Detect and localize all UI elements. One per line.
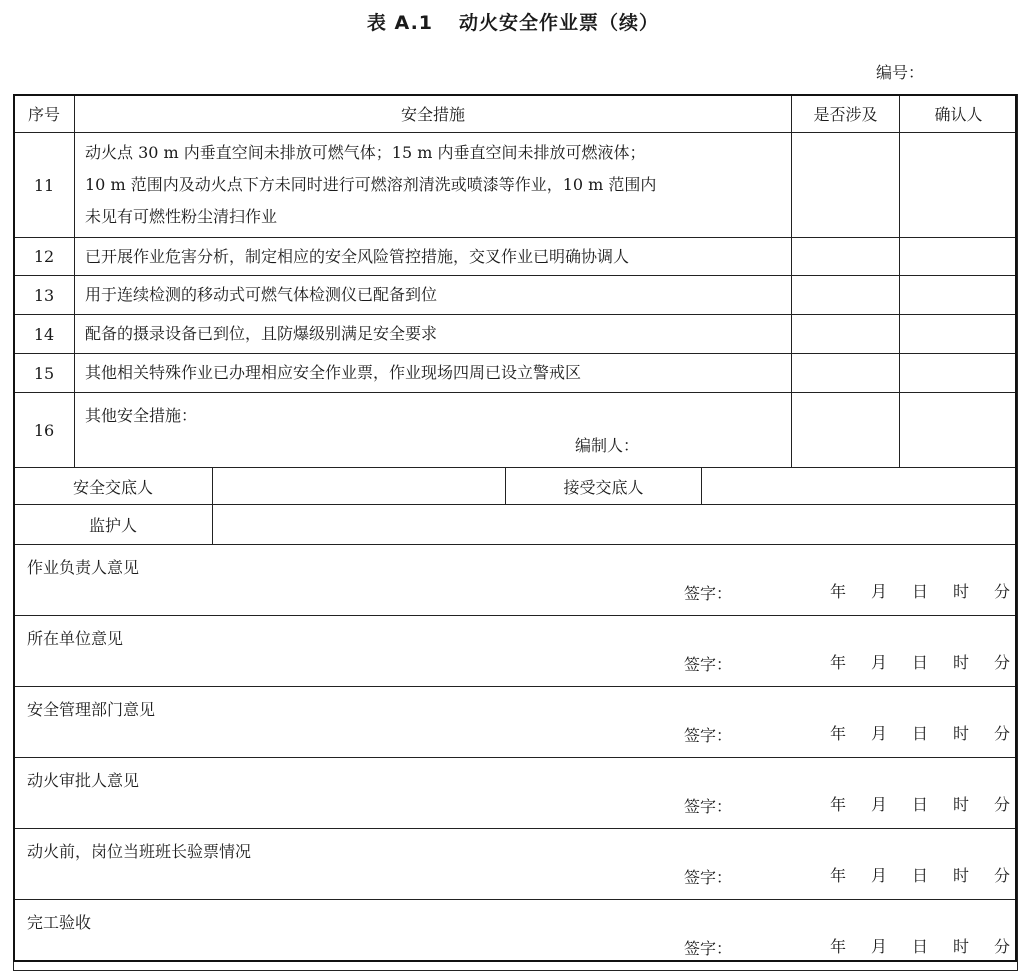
day-label: 日 bbox=[911, 866, 928, 885]
date-fields bbox=[830, 721, 1010, 744]
confirmer-cell[interactable] bbox=[900, 315, 1018, 354]
confirmer-cell[interactable] bbox=[900, 393, 1018, 468]
day-label: 日 bbox=[911, 653, 928, 672]
date-fields bbox=[830, 579, 1010, 602]
other-measures-label: 其他安全措施： bbox=[85, 406, 198, 425]
confirmer-cell[interactable] bbox=[900, 238, 1018, 276]
involved-cell[interactable] bbox=[792, 276, 900, 315]
briefer-label: 安全交底人 bbox=[14, 468, 213, 505]
day-label: 日 bbox=[911, 582, 928, 601]
month-label: 月 bbox=[870, 653, 887, 672]
opinion-cell[interactable] bbox=[14, 687, 1018, 758]
year-label: 年 bbox=[830, 653, 847, 672]
day-label: 日 bbox=[911, 937, 928, 956]
date-fields bbox=[830, 863, 1010, 886]
minute-label: 分 bbox=[993, 653, 1010, 672]
table-name: 动火安全作业票（续） bbox=[459, 12, 660, 34]
row-number: 13 bbox=[14, 276, 75, 315]
opinion-row bbox=[14, 545, 1018, 616]
measure-text: 其他相关特殊作业已办理相应安全作业票，作业现场四周已设立警戒区 bbox=[75, 354, 792, 393]
minute-label: 分 bbox=[993, 724, 1010, 743]
guardian-label: 监护人 bbox=[14, 505, 213, 545]
measure-text: 已开展作业危害分析，制定相应的安全风险管控措施，交叉作业已明确协调人 bbox=[75, 238, 792, 276]
sign-label: 签字： bbox=[684, 868, 733, 887]
involved-cell[interactable] bbox=[792, 315, 900, 354]
opinion-label: 动火前，岗位当班班长验票情况 bbox=[27, 842, 252, 861]
opinion-label: 动火审批人意见 bbox=[27, 771, 140, 790]
table-row bbox=[14, 276, 1018, 315]
opinion-cell[interactable] bbox=[14, 758, 1018, 829]
measure-text: 配备的摄录设备已到位，且防爆级别满足安全要求 bbox=[75, 315, 792, 354]
measure-line: 未见有可燃性粉尘清扫作业 bbox=[85, 207, 278, 226]
measure-text: 用于连续检测的移动式可燃气体检测仪已配备到位 bbox=[75, 276, 792, 315]
year-label: 年 bbox=[830, 724, 847, 743]
party-row bbox=[14, 505, 1018, 545]
header-row bbox=[14, 95, 1018, 133]
col-header-seq: 序号 bbox=[14, 95, 75, 133]
opinion-row bbox=[14, 687, 1018, 758]
involved-cell[interactable] bbox=[792, 354, 900, 393]
party-row bbox=[14, 468, 1018, 505]
confirmer-cell[interactable] bbox=[900, 133, 1018, 238]
sign-label: 签字： bbox=[684, 584, 733, 603]
date-fields bbox=[830, 650, 1010, 673]
opinion-label: 所在单位意见 bbox=[27, 629, 124, 648]
measure-text bbox=[75, 393, 792, 468]
row-number: 15 bbox=[14, 354, 75, 393]
opinion-cell[interactable] bbox=[14, 829, 1018, 900]
date-fields bbox=[830, 792, 1010, 815]
row-number: 11 bbox=[14, 133, 75, 238]
compiler-label: 编制人： bbox=[575, 436, 640, 455]
receiver-signature-cell[interactable] bbox=[702, 468, 1018, 505]
col-header-involved: 是否涉及 bbox=[792, 95, 900, 133]
table-row bbox=[14, 393, 1018, 468]
involved-cell[interactable] bbox=[792, 238, 900, 276]
table-row bbox=[14, 315, 1018, 354]
day-label: 日 bbox=[911, 724, 928, 743]
sign-label: 签字： bbox=[684, 655, 733, 674]
permit-table bbox=[13, 94, 1018, 971]
table-row bbox=[14, 354, 1018, 393]
measure-text bbox=[75, 133, 792, 238]
year-label: 年 bbox=[830, 582, 847, 601]
briefer-signature-cell[interactable] bbox=[213, 468, 506, 505]
hour-label: 时 bbox=[952, 582, 969, 601]
row-number: 12 bbox=[14, 238, 75, 276]
opinion-label: 安全管理部门意见 bbox=[27, 700, 156, 719]
sign-label: 签字： bbox=[684, 726, 733, 745]
opinion-row bbox=[14, 758, 1018, 829]
row-number: 14 bbox=[14, 315, 75, 354]
year-label: 年 bbox=[830, 937, 847, 956]
opinion-row bbox=[14, 616, 1018, 687]
document-number-label: 编号： bbox=[876, 63, 925, 82]
day-label: 日 bbox=[911, 795, 928, 814]
month-label: 月 bbox=[870, 866, 887, 885]
row-number: 16 bbox=[14, 393, 75, 468]
table-row bbox=[14, 238, 1018, 276]
opinion-label: 完工验收 bbox=[27, 913, 92, 932]
minute-label: 分 bbox=[993, 795, 1010, 814]
hour-label: 时 bbox=[952, 795, 969, 814]
table-row bbox=[14, 133, 1018, 238]
hour-label: 时 bbox=[952, 937, 969, 956]
opinion-row bbox=[14, 829, 1018, 900]
table-title bbox=[0, 8, 1026, 35]
date-fields bbox=[830, 934, 1010, 957]
month-label: 月 bbox=[870, 795, 887, 814]
hour-label: 时 bbox=[952, 653, 969, 672]
confirmer-cell[interactable] bbox=[900, 354, 1018, 393]
opinion-cell[interactable] bbox=[14, 545, 1018, 616]
col-header-measures: 安全措施 bbox=[75, 95, 792, 133]
receiver-label: 接受交底人 bbox=[506, 468, 702, 505]
minute-label: 分 bbox=[993, 582, 1010, 601]
involved-cell[interactable] bbox=[792, 133, 900, 238]
opinion-cell[interactable] bbox=[14, 616, 1018, 687]
sign-label: 签字： bbox=[684, 797, 733, 816]
guardian-signature-cell[interactable] bbox=[213, 505, 1018, 545]
sign-label: 签字： bbox=[684, 939, 733, 958]
opinion-row bbox=[14, 900, 1018, 971]
year-label: 年 bbox=[830, 866, 847, 885]
month-label: 月 bbox=[870, 582, 887, 601]
measure-line: 动火点 30 m 内垂直空间未排放可燃气体；15 m 内垂直空间未排放可燃液体； bbox=[85, 143, 646, 162]
minute-label: 分 bbox=[993, 937, 1010, 956]
month-label: 月 bbox=[870, 724, 887, 743]
confirmer-cell[interactable] bbox=[900, 276, 1018, 315]
hour-label: 时 bbox=[952, 866, 969, 885]
minute-label: 分 bbox=[993, 866, 1010, 885]
year-label: 年 bbox=[830, 795, 847, 814]
hour-label: 时 bbox=[952, 724, 969, 743]
opinion-cell[interactable] bbox=[14, 900, 1018, 971]
col-header-confirmer: 确认人 bbox=[900, 95, 1018, 133]
month-label: 月 bbox=[870, 937, 887, 956]
table-number: 表 A.1 bbox=[366, 12, 434, 34]
involved-cell[interactable] bbox=[792, 393, 900, 468]
opinion-label: 作业负责人意见 bbox=[27, 558, 140, 577]
measure-line: 10 m 范围内及动火点下方未同时进行可燃溶剂清洗或喷漆等作业，10 m 范围内 bbox=[85, 175, 657, 194]
